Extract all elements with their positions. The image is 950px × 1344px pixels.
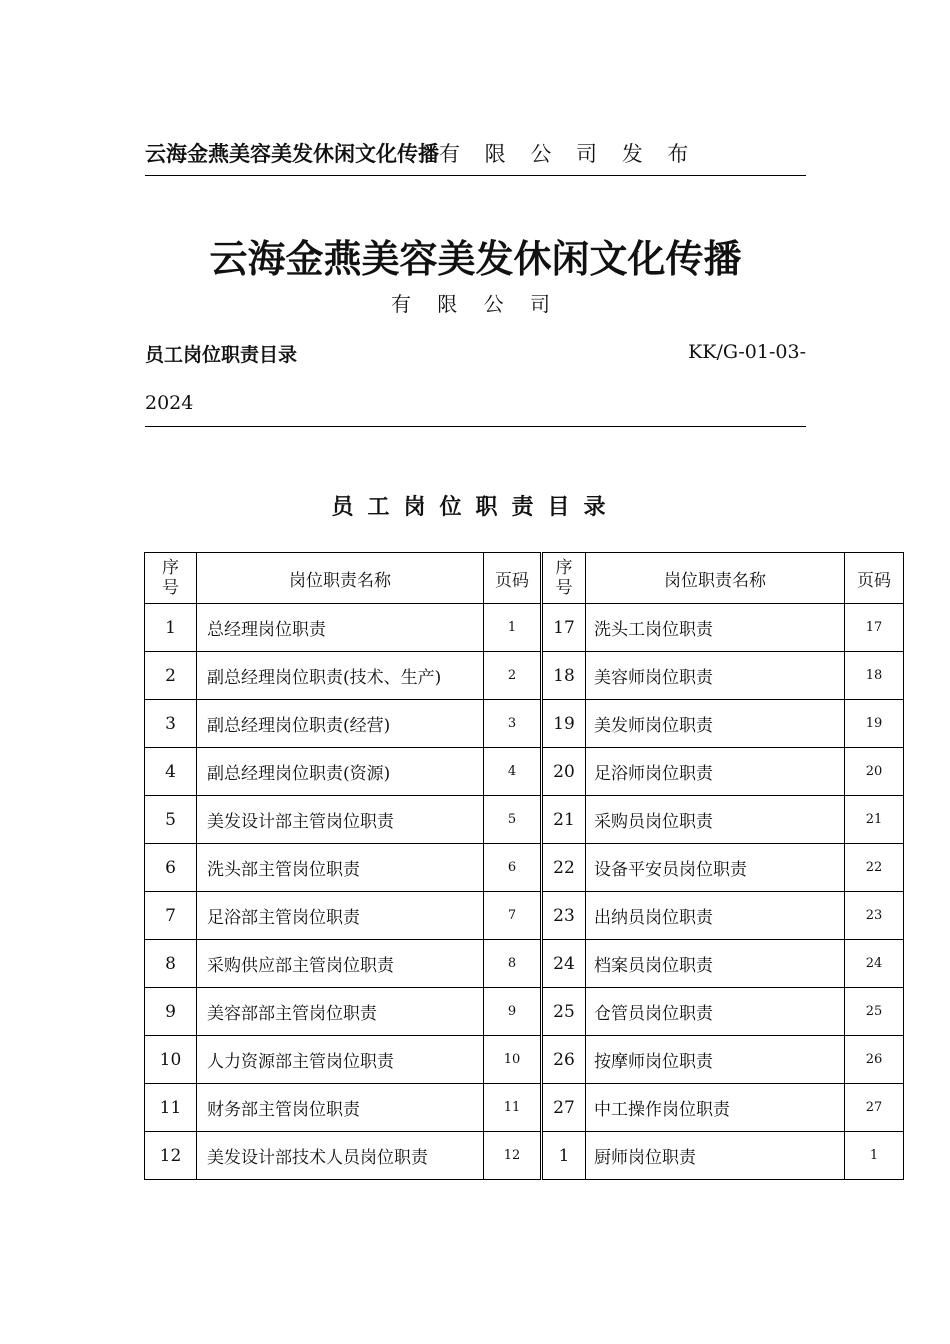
entry-page-2: 25 <box>845 988 904 1036</box>
entry-name: 副总经理岗位职责(资源) <box>197 748 484 796</box>
header-no <box>145 553 197 604</box>
entry-page: 12 <box>484 1132 542 1180</box>
entry-page-2: 24 <box>845 940 904 988</box>
entry-number: 6 <box>145 844 197 892</box>
entry-name-2: 中工操作岗位职责 <box>586 1084 845 1132</box>
entry-page: 6 <box>484 844 542 892</box>
entry-page-2: 21 <box>845 796 904 844</box>
entry-page-2: 1 <box>845 1132 904 1180</box>
entry-name: 美发设计部主管岗位职责 <box>197 796 484 844</box>
entry-number-2: 19 <box>542 700 586 748</box>
entry-page: 11 <box>484 1084 542 1132</box>
entry-name-2: 美发师岗位职责 <box>586 700 845 748</box>
entry-name-2: 按摩师岗位职责 <box>586 1036 845 1084</box>
publisher-suffix: 有 限 公 司 发 布 <box>439 142 698 166</box>
document-year: 2024 <box>145 392 194 414</box>
entry-name: 洗头部主管岗位职责 <box>197 844 484 892</box>
document-rule <box>145 426 806 427</box>
entry-page: 2 <box>484 652 542 700</box>
entry-name: 足浴部主管岗位职责 <box>197 892 484 940</box>
entry-number-2: 20 <box>542 748 586 796</box>
header-page-2: 页码 <box>845 553 904 604</box>
entry-name: 人力资源部主管岗位职责 <box>197 1036 484 1084</box>
entry-name: 财务部主管岗位职责 <box>197 1084 484 1132</box>
company-title: 云海金燕美容美发休闲文化传播 <box>209 237 742 281</box>
table-row <box>145 796 904 844</box>
table-row <box>145 604 904 652</box>
table-row <box>145 748 904 796</box>
header-no-label: 序号 <box>162 558 179 598</box>
header-no-2-label: 序号 <box>555 558 573 598</box>
entry-page: 9 <box>484 988 542 1036</box>
entry-number-2: 27 <box>542 1084 586 1132</box>
entry-number-2: 23 <box>542 892 586 940</box>
entry-number-2: 1 <box>542 1132 586 1180</box>
toc-title: 员工岗位职责目录 <box>331 495 620 520</box>
entry-name-2: 出纳员岗位职责 <box>586 892 845 940</box>
entry-page-2: 23 <box>845 892 904 940</box>
entry-number: 9 <box>145 988 197 1036</box>
entry-name: 美发设计部技术人员岗位职责 <box>197 1132 484 1180</box>
entry-page: 1 <box>484 604 542 652</box>
entry-number: 3 <box>145 700 197 748</box>
entry-page: 8 <box>484 940 542 988</box>
entry-page: 7 <box>484 892 542 940</box>
entry-number-2: 25 <box>542 988 586 1036</box>
entry-name-2: 设备平安员岗位职责 <box>586 844 845 892</box>
header-page: 页码 <box>484 553 542 604</box>
table-row <box>145 844 904 892</box>
entry-number-2: 17 <box>542 604 586 652</box>
table-row <box>145 988 904 1036</box>
entry-name-2: 厨师岗位职责 <box>586 1132 845 1180</box>
entry-number: 7 <box>145 892 197 940</box>
document-name: 员工岗位职责目录 <box>145 344 298 366</box>
entry-name: 副总经理岗位职责(技术、生产) <box>197 652 484 700</box>
entry-page: 3 <box>484 700 542 748</box>
entry-number-2: 24 <box>542 940 586 988</box>
entry-name-2: 美容师岗位职责 <box>586 652 845 700</box>
entry-number: 4 <box>145 748 197 796</box>
entry-name-2: 采购员岗位职责 <box>586 796 845 844</box>
entry-name: 采购供应部主管岗位职责 <box>197 940 484 988</box>
table-row <box>145 700 904 748</box>
entry-name: 副总经理岗位职责(经营) <box>197 700 484 748</box>
toc-header-row <box>145 553 904 604</box>
entry-name: 美容部部主管岗位职责 <box>197 988 484 1036</box>
entry-number: 8 <box>145 940 197 988</box>
header-name-2: 岗位职责名称 <box>586 553 845 604</box>
entry-page-2: 20 <box>845 748 904 796</box>
document-code: KK/G-01-03- <box>688 341 806 363</box>
header-name: 岗位职责名称 <box>197 553 484 604</box>
entry-name-2: 仓管员岗位职责 <box>586 988 845 1036</box>
publisher-company: 云海金燕美容美发休闲文化传播 <box>145 142 439 166</box>
table-row <box>145 1036 904 1084</box>
entry-number-2: 21 <box>542 796 586 844</box>
publisher-header <box>145 138 806 168</box>
entry-page: 10 <box>484 1036 542 1084</box>
toc-table <box>144 552 904 1180</box>
table-row <box>145 1084 904 1132</box>
entry-number: 11 <box>145 1084 197 1132</box>
entry-page-2: 26 <box>845 1036 904 1084</box>
entry-page-2: 27 <box>845 1084 904 1132</box>
entry-page-2: 22 <box>845 844 904 892</box>
header-no-2 <box>542 553 586 604</box>
entry-number: 12 <box>145 1132 197 1180</box>
entry-name-2: 档案员岗位职责 <box>586 940 845 988</box>
entry-name: 总经理岗位职责 <box>197 604 484 652</box>
entry-page-2: 19 <box>845 700 904 748</box>
company-subtitle: 有 限 公 司 <box>390 292 561 316</box>
entry-page-2: 18 <box>845 652 904 700</box>
entry-number: 1 <box>145 604 197 652</box>
entry-name-2: 洗头工岗位职责 <box>586 604 845 652</box>
table-row <box>145 940 904 988</box>
entry-number-2: 18 <box>542 652 586 700</box>
entry-page: 4 <box>484 748 542 796</box>
header-rule <box>145 175 806 176</box>
table-row <box>145 892 904 940</box>
table-row <box>145 1132 904 1180</box>
entry-number-2: 22 <box>542 844 586 892</box>
toc-body <box>145 604 904 1180</box>
table-row <box>145 652 904 700</box>
entry-number: 5 <box>145 796 197 844</box>
entry-name-2: 足浴师岗位职责 <box>586 748 845 796</box>
entry-page-2: 17 <box>845 604 904 652</box>
entry-page: 5 <box>484 796 542 844</box>
entry-number: 10 <box>145 1036 197 1084</box>
entry-number: 2 <box>145 652 197 700</box>
entry-number-2: 26 <box>542 1036 586 1084</box>
